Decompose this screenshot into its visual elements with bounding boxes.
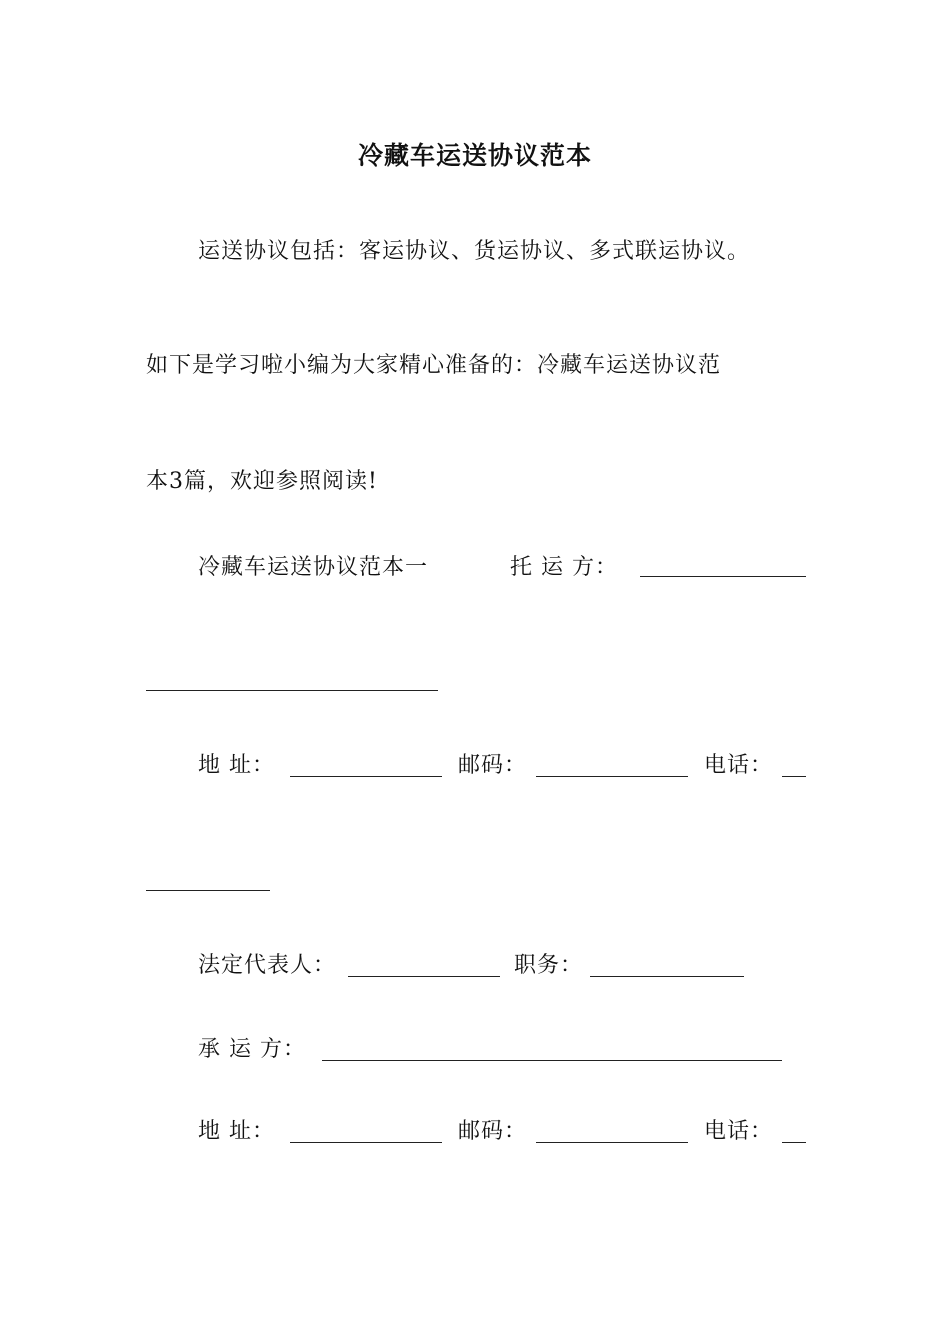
phone-blank-continued[interactable] bbox=[146, 868, 270, 891]
postcode-blank[interactable] bbox=[536, 752, 688, 777]
shipper-row bbox=[510, 554, 618, 582]
carrier-blank[interactable] bbox=[322, 1036, 782, 1061]
shipper-blank[interactable] bbox=[640, 554, 806, 577]
position-blank[interactable] bbox=[590, 952, 744, 977]
phone-blank-2[interactable] bbox=[782, 1118, 806, 1143]
address-blank-2[interactable] bbox=[290, 1118, 442, 1143]
section-heading-row bbox=[198, 554, 428, 582]
carrier-label: 承 运 方： bbox=[198, 1037, 306, 1062]
phone-label: 电话： bbox=[704, 753, 774, 778]
intro-line-2: 如下是学习啦小编为大家精心准备的：冷藏车运送协议范 bbox=[146, 353, 722, 378]
phone-blank[interactable] bbox=[782, 752, 806, 777]
document-title: 冷藏车运送协议范本 bbox=[357, 141, 592, 170]
shipper-blank-continued[interactable] bbox=[146, 668, 438, 691]
address-label: 地 址： bbox=[198, 753, 275, 778]
address-label-2: 地 址： bbox=[198, 1119, 275, 1144]
position-label: 职务： bbox=[514, 953, 584, 978]
phone-label-2: 电话： bbox=[704, 1119, 774, 1144]
legal-rep-blank[interactable] bbox=[348, 952, 500, 977]
shipper-label: 托 运 方： bbox=[510, 555, 618, 580]
postcode-blank-2[interactable] bbox=[536, 1118, 688, 1143]
postcode-label-2: 邮码： bbox=[458, 1119, 528, 1144]
section-heading: 冷藏车运送协议范本一 bbox=[198, 555, 429, 580]
intro-line-3: 本3篇，欢迎参照阅读! bbox=[146, 469, 378, 494]
postcode-label: 邮码： bbox=[458, 753, 528, 778]
intro-line-1: 运送协议包括：客运协议、货运协议、多式联运协议。 bbox=[198, 239, 751, 264]
legal-rep-label: 法定代表人： bbox=[198, 953, 337, 978]
address-blank[interactable] bbox=[290, 752, 442, 777]
